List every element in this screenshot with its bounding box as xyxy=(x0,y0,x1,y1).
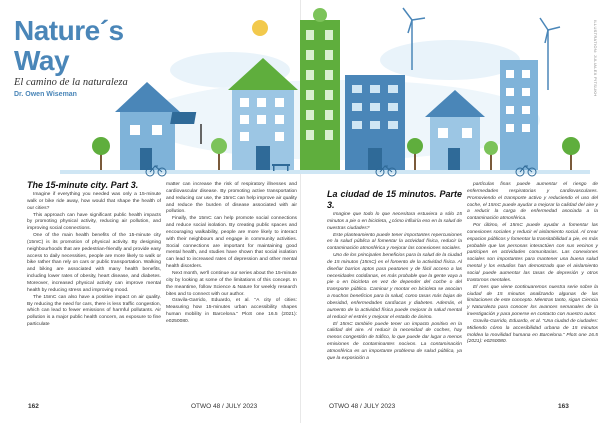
illustration-credit: ILLUSTRATION: JULIALEX PITSUKH xyxy=(593,20,598,97)
paragraph: Imagine que todo lo que necesitara estuviera a sólo 15 minutos a pie o en bicicleta, ¿cómo influiría eso en la salud de nuestras ciudades? xyxy=(327,212,462,231)
paragraph: One of the main health benefits of the 15-minute city (15mC) is its promotion of physical activity. By designing neighbourhoods that are pedestrian-friendly and provide easy access to daily necessities, people are more likely to walk or bike rather than rely on cars or public transportation. Walking and biking are associated with many health benefits, including lower rates of obesity, heart disease, and diabetes. Moreover, increased physical activity can improve mental health by reducing stress and improving mood. xyxy=(27,233,161,293)
article-heading-es: La ciudad de 15 minutos. Parte 3. xyxy=(327,189,462,210)
column-subtitle: El camino de la naturaleza xyxy=(14,77,128,88)
author-byline: Dr. Owen Wiseman xyxy=(14,91,77,98)
article-heading-en: The 15-minute city. Part 3. xyxy=(27,180,139,190)
page-number-right: 163 xyxy=(558,403,569,410)
building-far-right xyxy=(500,60,538,170)
page-number-left: 162 xyxy=(28,403,39,410)
paragraph: Next month, we'll continue our series about the 15-minute city by looking at some of the limitations of this concept. In the meantime, follow Science & Nature for weekly research bites and to connect with our author. xyxy=(166,270,297,297)
building-right xyxy=(345,75,405,170)
reference: Gravila-Garrido, Eduardo, et al. "Una ciudad de ciudades: Midiendo cómo la accesibilidad urbana de 15 minutos moldea la movilidad humana en Barcelona." PloS one 16.5 (2021): e0250080. xyxy=(467,318,598,345)
paragraph: partículas finas puede aumentar el riesgo de enfermedades respiratorias y cardiovasculares. Promoviendo el transporte activo y reduciendo el uso del coche, el 15mC puede ayudar a mejorar la calidad del aire y a reducir la carga de enfermedad asociada a la contaminación atmosférica. xyxy=(467,182,598,222)
article-column-es-2 xyxy=(467,182,598,346)
reference: Gravila-Garrido, Eduardo, et al. "A city of cities: Measuring how 15-minutes urban accessibility shapes human mobility in Barcelona." PloS one 16.5 (2021): e0250080. xyxy=(166,298,297,324)
folio-left: OTWO 48 / JULY 2023 xyxy=(191,403,258,410)
article-column-en-2 xyxy=(166,182,297,326)
paragraph: Imagine if everything you needed was only a 15-minute walk or bike ride away, how would that shape the health of our cities? xyxy=(27,192,161,211)
paragraph: Este planteamiento puede tener importantes repercusiones en la salud pública al fomentar la actividad física, reducir la contaminación atmosférica y mejorar las conexiones sociales. xyxy=(327,232,462,252)
paragraph: Uno de los principales beneficios para la salud de la ciudad de 15 minutos (15mC) es el fomento de la actividad física. Al diseñar barrios aptos para peatones y de fácil acceso a las necesidades cotidianas, es más probable que la gente vaya a pie o en bicicleta en vez de depender del coche o del transporte público. Caminar y montar en bicicleta se asocian a muchos beneficios para la salud, como tasas más bajas de obesidad, enfermedades cardíacas y diabetes. Además, el aumento de la actividad física puede mejorar la salud mental al reducir el estrés y mejorar el estado de ánimo. xyxy=(327,253,462,320)
column-title: Nature´s Way xyxy=(14,15,124,76)
folio-right: OTWO 48 / JULY 2023 xyxy=(329,403,396,410)
masthead xyxy=(14,16,174,98)
wind-turbine-2 xyxy=(540,18,560,90)
article-column-en-1 xyxy=(27,180,161,329)
paragraph: The 15mC can also have a positive impact on air quality. By reducing the need for cars, there is less traffic congestion, which can lead to fewer emissions of harmful pollutants. Air pollution is a major public health concern, as exposure to fine particulate xyxy=(27,294,161,328)
article-column-es-1 xyxy=(327,189,462,363)
paragraph: El mes que viene continuaremos nuestra serie sobre la ciudad de 15 minutos analizando algunas de las limitaciones de este concepto. Mientras tanto, sigan Ciencia y Naturaleza para conocer los avances semanales de la investigación y para ponerse en contacto con nuestro autor. xyxy=(467,284,598,318)
paragraph: Por último, el 15mC puede ayudar a fomentar las conexiones sociales y reducir el aislamiento social. Al crear espacios públicos y fomentar la transitabilidad a pie, es más probable que las personas interactúen con sus vecinos y participen en actividades comunitarias. Las conexiones sociales son importantes para mantener una buena salud mental y los estudios han demostrado que el aislamiento social puede aumentar las tasas de depresión y otros trastornos mentales. xyxy=(467,223,598,283)
tower xyxy=(300,8,340,170)
paragraph: El 15mC también puede tener un impacto positivo en la calidad del aire. Al reducir la necesidad de coches, hay menos congestión de tráfico, lo que puede dar lugar a menos emisiones de contaminantes nocivos. La contaminación atmosférica es un importante problema de salud pública, ya que la exposición a xyxy=(327,321,462,361)
paragraph: This approach can have significant public health impacts by promoting physical activity, reducing air pollution, and improving social connections. xyxy=(27,212,161,232)
paragraph: Finally, the 15mC can help promote social connections and reduce social isolation. By creating public spaces and encouraging walkability, people are more likely to interact with their neighbours and engage in community activities. Social connections are important for maintaining good mental health, and studies have shown that social isolation can lead to increased rates of depression and other mental health disorders. xyxy=(166,216,297,270)
paragraph: matter can increase the risk of respiratory illnesses and cardiovascular disease. By promoting active transportation and reducing car use, the 15mC can help improve air quality and reduce the burden of disease associated with air pollution. xyxy=(166,182,297,215)
